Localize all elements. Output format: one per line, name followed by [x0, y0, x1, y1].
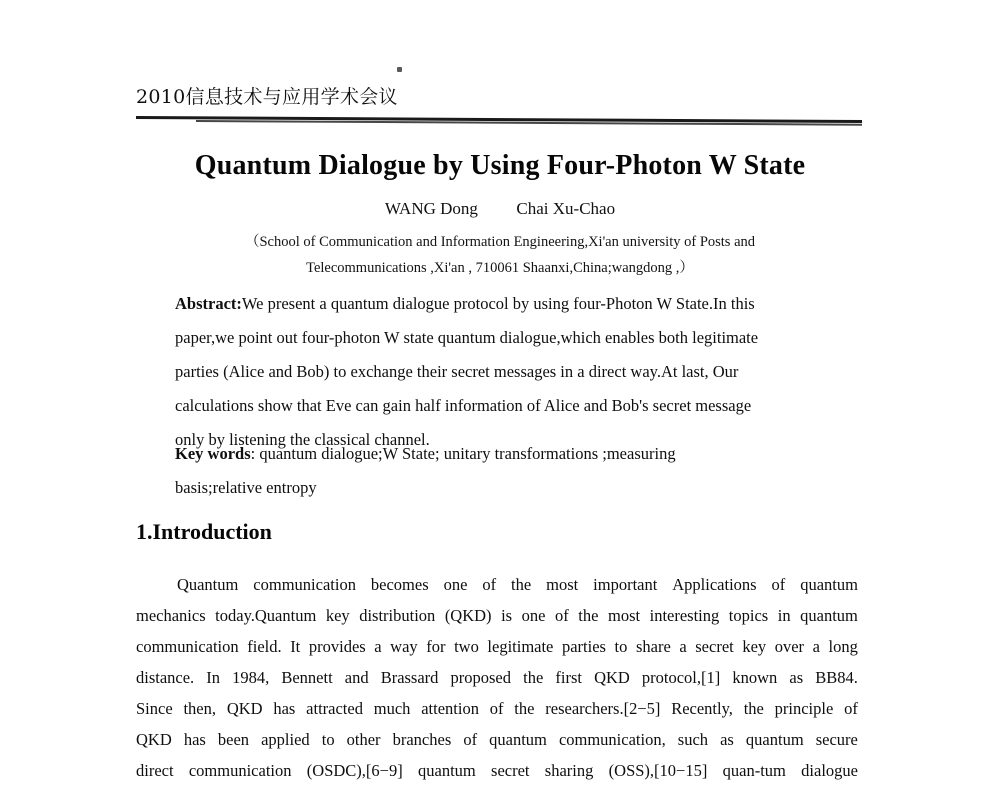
paragraph-word: distribution — [359, 606, 436, 625]
paragraph-indent — [136, 569, 162, 600]
paragraph-word: 1984, — [232, 668, 270, 687]
paragraph-word: in — [777, 606, 791, 625]
paragraph-word: has — [273, 699, 296, 718]
paragraph-word: key — [742, 637, 767, 656]
paragraph-word: Brassard — [380, 668, 439, 687]
author-list — [0, 199, 1000, 219]
paragraph-word: interesting — [649, 606, 720, 625]
paragraph-word: a — [374, 637, 382, 656]
paragraph-word: long — [828, 637, 858, 656]
keywords-label: Key words — [175, 444, 251, 463]
paragraph-word: one — [443, 575, 468, 594]
paragraph-word: share — [635, 637, 671, 656]
abstract-line-4: calculations show that Eve can gain half information of Alice and Bob's secret message — [175, 396, 752, 415]
paragraph-word: QKD — [594, 668, 630, 687]
introduction-paragraph — [136, 569, 858, 786]
paragraph-word: sharing — [544, 761, 594, 780]
paragraph-line — [136, 724, 858, 755]
paragraph-word: the — [523, 668, 544, 687]
paragraph-word: parties — [561, 637, 606, 656]
paragraph-word: dialogue — [801, 761, 858, 780]
paragraph-word: first — [555, 668, 582, 687]
paragraph-word: the — [514, 699, 535, 718]
running-header-text: 2010信息技术与应用学术会议 — [136, 86, 398, 108]
paragraph-word: mechanics — [136, 606, 206, 625]
paragraph-word: of — [844, 699, 858, 718]
abstract-label: Abstract: — [175, 294, 242, 313]
paragraph-word: Recently, — [671, 699, 733, 718]
paragraph-word: attention — [421, 699, 479, 718]
scan-artifact-speck — [397, 67, 402, 72]
paragraph-line — [136, 662, 858, 693]
abstract-line-5: only by listening the classical channel. — [175, 430, 430, 449]
paragraph-word: communication — [253, 575, 356, 594]
paragraph-line — [136, 569, 858, 600]
paragraph-word: quantum — [418, 761, 476, 780]
paragraph-word: Since — [136, 699, 173, 718]
paragraph-word: the — [743, 699, 764, 718]
paragraph-word: a — [812, 637, 820, 656]
paragraph-word: other — [346, 730, 381, 749]
paragraph-line — [136, 631, 858, 662]
paragraph-word: Quantum — [176, 575, 239, 594]
page-title: Quantum Dialogue by Using Four-Photon W State — [194, 150, 806, 181]
paragraph-line — [136, 693, 858, 724]
paragraph-word: protocol,[1] — [641, 668, 721, 687]
paragraph-word: quantum — [800, 606, 858, 625]
author-name-second: Chai Xu-Chao — [516, 199, 616, 218]
paragraph-word: over — [774, 637, 805, 656]
paragraph-word: of — [482, 575, 497, 594]
paragraph-word: direct — [136, 761, 174, 780]
paragraph-word: way — [390, 637, 418, 656]
paragraph-word: has — [183, 730, 206, 749]
paragraph-word: Bennett — [281, 668, 333, 687]
paragraph-word: for — [426, 637, 446, 656]
paragraph-word: key — [325, 606, 350, 625]
paragraph-word: secret — [491, 761, 530, 780]
paragraph-word: as — [789, 668, 804, 687]
paragraph-word: today.Quantum — [215, 606, 317, 625]
paragraph-word: communication — [136, 637, 239, 656]
paragraph-word: It — [290, 637, 301, 656]
paragraph-word: provides — [308, 637, 366, 656]
paragraph-word: one — [521, 606, 546, 625]
paragraph-word: secure — [815, 730, 858, 749]
paragraph-word: field. — [247, 637, 282, 656]
paragraph-word: a — [679, 637, 687, 656]
paragraph-word: of — [463, 730, 478, 749]
paragraph-word: the — [511, 575, 532, 594]
paragraph-word: Applications — [672, 575, 757, 594]
abstract-block — [175, 287, 858, 457]
paragraph-word: QKD — [136, 730, 172, 749]
paragraph-word: of — [771, 575, 786, 594]
keywords-line-2: basis;relative entropy — [175, 478, 317, 497]
paragraph-word: (OSDC),[6−9] — [306, 761, 403, 780]
affiliation-line-1: （School of Communication and Information Engineering,Xi'an university of Posts and — [244, 234, 756, 250]
section-heading-introduction: 1.Introduction — [136, 519, 272, 544]
paragraph-word: BB84. — [815, 668, 858, 687]
paragraph-word: the — [578, 606, 599, 625]
paragraph-word: quantum — [745, 730, 804, 749]
paragraph-word: researchers.[2−5] — [545, 699, 661, 718]
running-header — [136, 84, 866, 110]
paragraph-word: principle — [774, 699, 834, 718]
paragraph-word: legitimate — [487, 637, 554, 656]
abstract-line-1: We present a quantum dialogue protocol by using four-Photon W State.In this — [241, 294, 755, 313]
keywords-line-1: : quantum dialogue;W State; unitary transformations ;measuring — [250, 444, 676, 463]
paragraph-word: most — [546, 575, 579, 594]
paragraph-line — [136, 755, 858, 786]
affiliation-block — [0, 229, 1000, 281]
paragraph-word: is — [501, 606, 513, 625]
paragraph-word: (QKD) — [444, 606, 492, 625]
paragraph-line — [136, 600, 858, 631]
paragraph-word: distance. — [136, 668, 195, 687]
paragraph-word: quantum — [800, 575, 858, 594]
paragraph-word: secret — [695, 637, 734, 656]
paragraph-word: quantum — [489, 730, 547, 749]
paragraph-word: proposed — [450, 668, 512, 687]
paragraph-word: becomes — [370, 575, 429, 594]
paragraph-word: of — [555, 606, 569, 625]
paragraph-word: much — [373, 699, 411, 718]
paragraph-word: attracted — [306, 699, 363, 718]
paragraph-word: and — [344, 668, 369, 687]
paragraph-word: QKD — [226, 699, 263, 718]
paragraph-word: applied — [261, 730, 310, 749]
paragraph-word: In — [206, 668, 221, 687]
paragraph-word: (OSS),[10−15] — [608, 761, 708, 780]
paragraph-word: to — [614, 637, 628, 656]
paragraph-word: two — [454, 637, 479, 656]
keywords-block — [175, 437, 858, 505]
paragraph-word: such — [677, 730, 709, 749]
paragraph-word: as — [720, 730, 734, 749]
paragraph-word: to — [321, 730, 335, 749]
paragraph-word: topics — [728, 606, 769, 625]
paragraph-word: communication, — [558, 730, 666, 749]
abstract-line-3: parties (Alice and Bob) to exchange their secret messages in a direct way.At last, Our — [175, 362, 739, 381]
paragraph-word: known — [732, 668, 778, 687]
paragraph-word: most — [607, 606, 641, 625]
affiliation-line-2: Telecommunications ,Xi'an , 710061 Shaanxi,China;wangdong ,） — [306, 260, 694, 276]
paragraph-word: important — [593, 575, 658, 594]
paragraph-word: of — [489, 699, 504, 718]
paragraph-word: been — [217, 730, 250, 749]
paragraph-word: communication — [188, 761, 292, 780]
author-name-first: WANG Dong — [384, 199, 478, 218]
paragraph-word: branches — [392, 730, 452, 749]
paragraph-word: then, — [183, 699, 217, 718]
paragraph-word: quan-tum — [722, 761, 786, 780]
abstract-line-2: paper,we point out four-photon W state quantum dialogue,which enables both legitimate — [175, 328, 759, 347]
